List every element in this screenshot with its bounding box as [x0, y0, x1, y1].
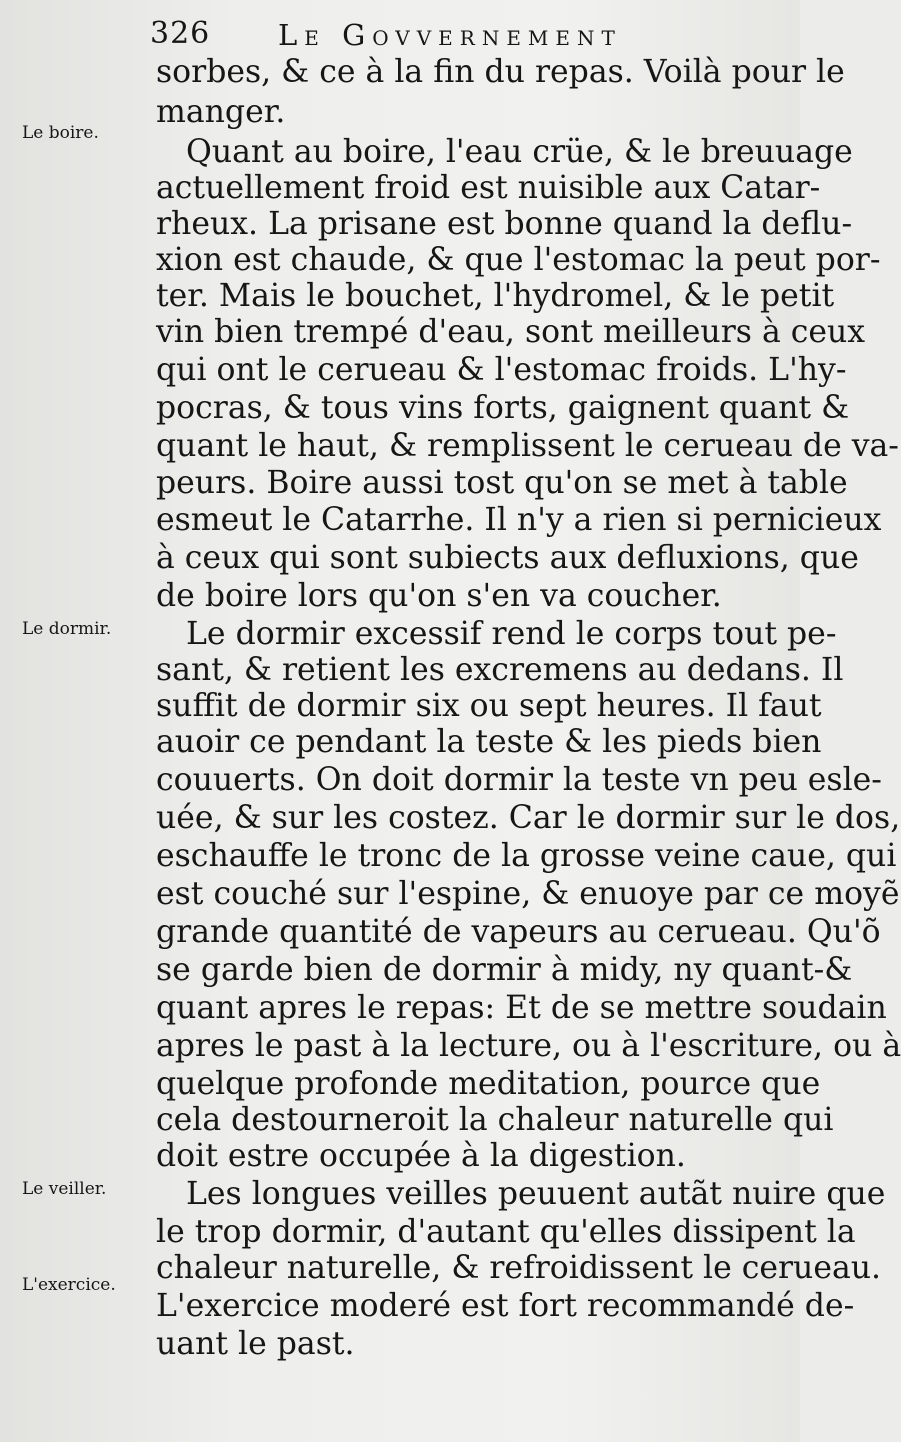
text-line: auoir ce pendant la teste & les pieds bien	[156, 724, 822, 760]
text-line: qui ont le cerueau & l'estomac froids. L'hy-	[156, 352, 847, 388]
text-line: quant le haut, & remplissent le cerueau de va-	[156, 428, 899, 464]
text-line: rheux. La prisane est bonne quand la deflu-	[156, 206, 853, 242]
text-line: Le dormir excessif rend le corps tout pe-	[186, 616, 837, 652]
text-line: uant le past.	[156, 1326, 355, 1362]
text-line: peurs. Boire aussi tost qu'on se met à table	[156, 465, 848, 501]
text-line: Les longues veilles peuuent autãt nuire que	[186, 1176, 886, 1212]
text-line: uée, & sur les costez. Car le dormir sur le dos,	[156, 800, 901, 836]
margin-note-boire: Le boire.	[22, 123, 99, 143]
text-line: quant apres le repas: Et de se mettre soudain	[156, 990, 887, 1026]
text-line: apres le past à la lecture, ou à l'escriture, ou à	[156, 1028, 901, 1064]
text-line: eschauffe le tronc de la grosse veine caue, qui	[156, 838, 897, 874]
margin-note-dormir: Le dormir.	[22, 619, 112, 639]
text-line: chaleur naturelle, & refroidissent le cerueau.	[156, 1250, 882, 1286]
text-line: couuerts. On doit dormir la teste vn peu esle-	[156, 762, 882, 798]
text-line: vin bien trempé d'eau, sont meilleurs à ceux	[156, 314, 866, 350]
text-line: est couché sur l'espine, & enuoye par ce moyẽ	[156, 876, 900, 912]
margin-note-veiller: Le veiller.	[22, 1179, 107, 1199]
page-number: 326	[150, 16, 211, 51]
running-title: Le Govvernement	[278, 18, 622, 52]
text-line: ter. Mais le bouchet, l'hydromel, & le petit	[156, 278, 835, 314]
text-line: à ceux qui sont subiects aux defluxions, que	[156, 540, 859, 576]
text-line: Quant au boire, l'eau crüe, & le breuuage	[186, 134, 853, 170]
text-line: suffit de dormir six ou sept heures. Il faut	[156, 688, 822, 724]
text-line: sant, & retient les excremens au dedans. Il	[156, 652, 844, 688]
text-line: grande quantité de vapeurs au cerueau. Qu'õ	[156, 914, 881, 950]
text-line: esmeut le Catarrhe. Il n'y a rien si pernicieux	[156, 502, 882, 538]
page-header	[150, 16, 790, 56]
text-line: se garde bien de dormir à midy, ny quant-&	[156, 952, 853, 988]
text-line: le trop dormir, d'autant qu'elles dissipent la	[156, 1214, 856, 1250]
text-line: pocras, & tous vins forts, gaignent quant &	[156, 390, 850, 426]
text-line: quelque profonde meditation, pource que	[156, 1066, 821, 1102]
text-line: L'exercice moderé est fort recommandé de-	[156, 1288, 855, 1324]
text-line: actuellement froid est nuisible aux Catar-	[156, 170, 821, 206]
text-line: xion est chaude, & que l'estomac la peut por-	[156, 242, 881, 278]
text-line: cela destourneroit la chaleur naturelle qui	[156, 1102, 834, 1138]
text-line: de boire lors qu'on s'en va coucher.	[156, 578, 722, 614]
text-line: sorbes, & ce à la fin du repas. Voilà pour le	[156, 54, 845, 90]
text-line: manger.	[156, 94, 286, 130]
text-line: doit estre occupée à la digestion.	[156, 1138, 686, 1174]
margin-note-exercice: L'exercice.	[22, 1275, 116, 1295]
